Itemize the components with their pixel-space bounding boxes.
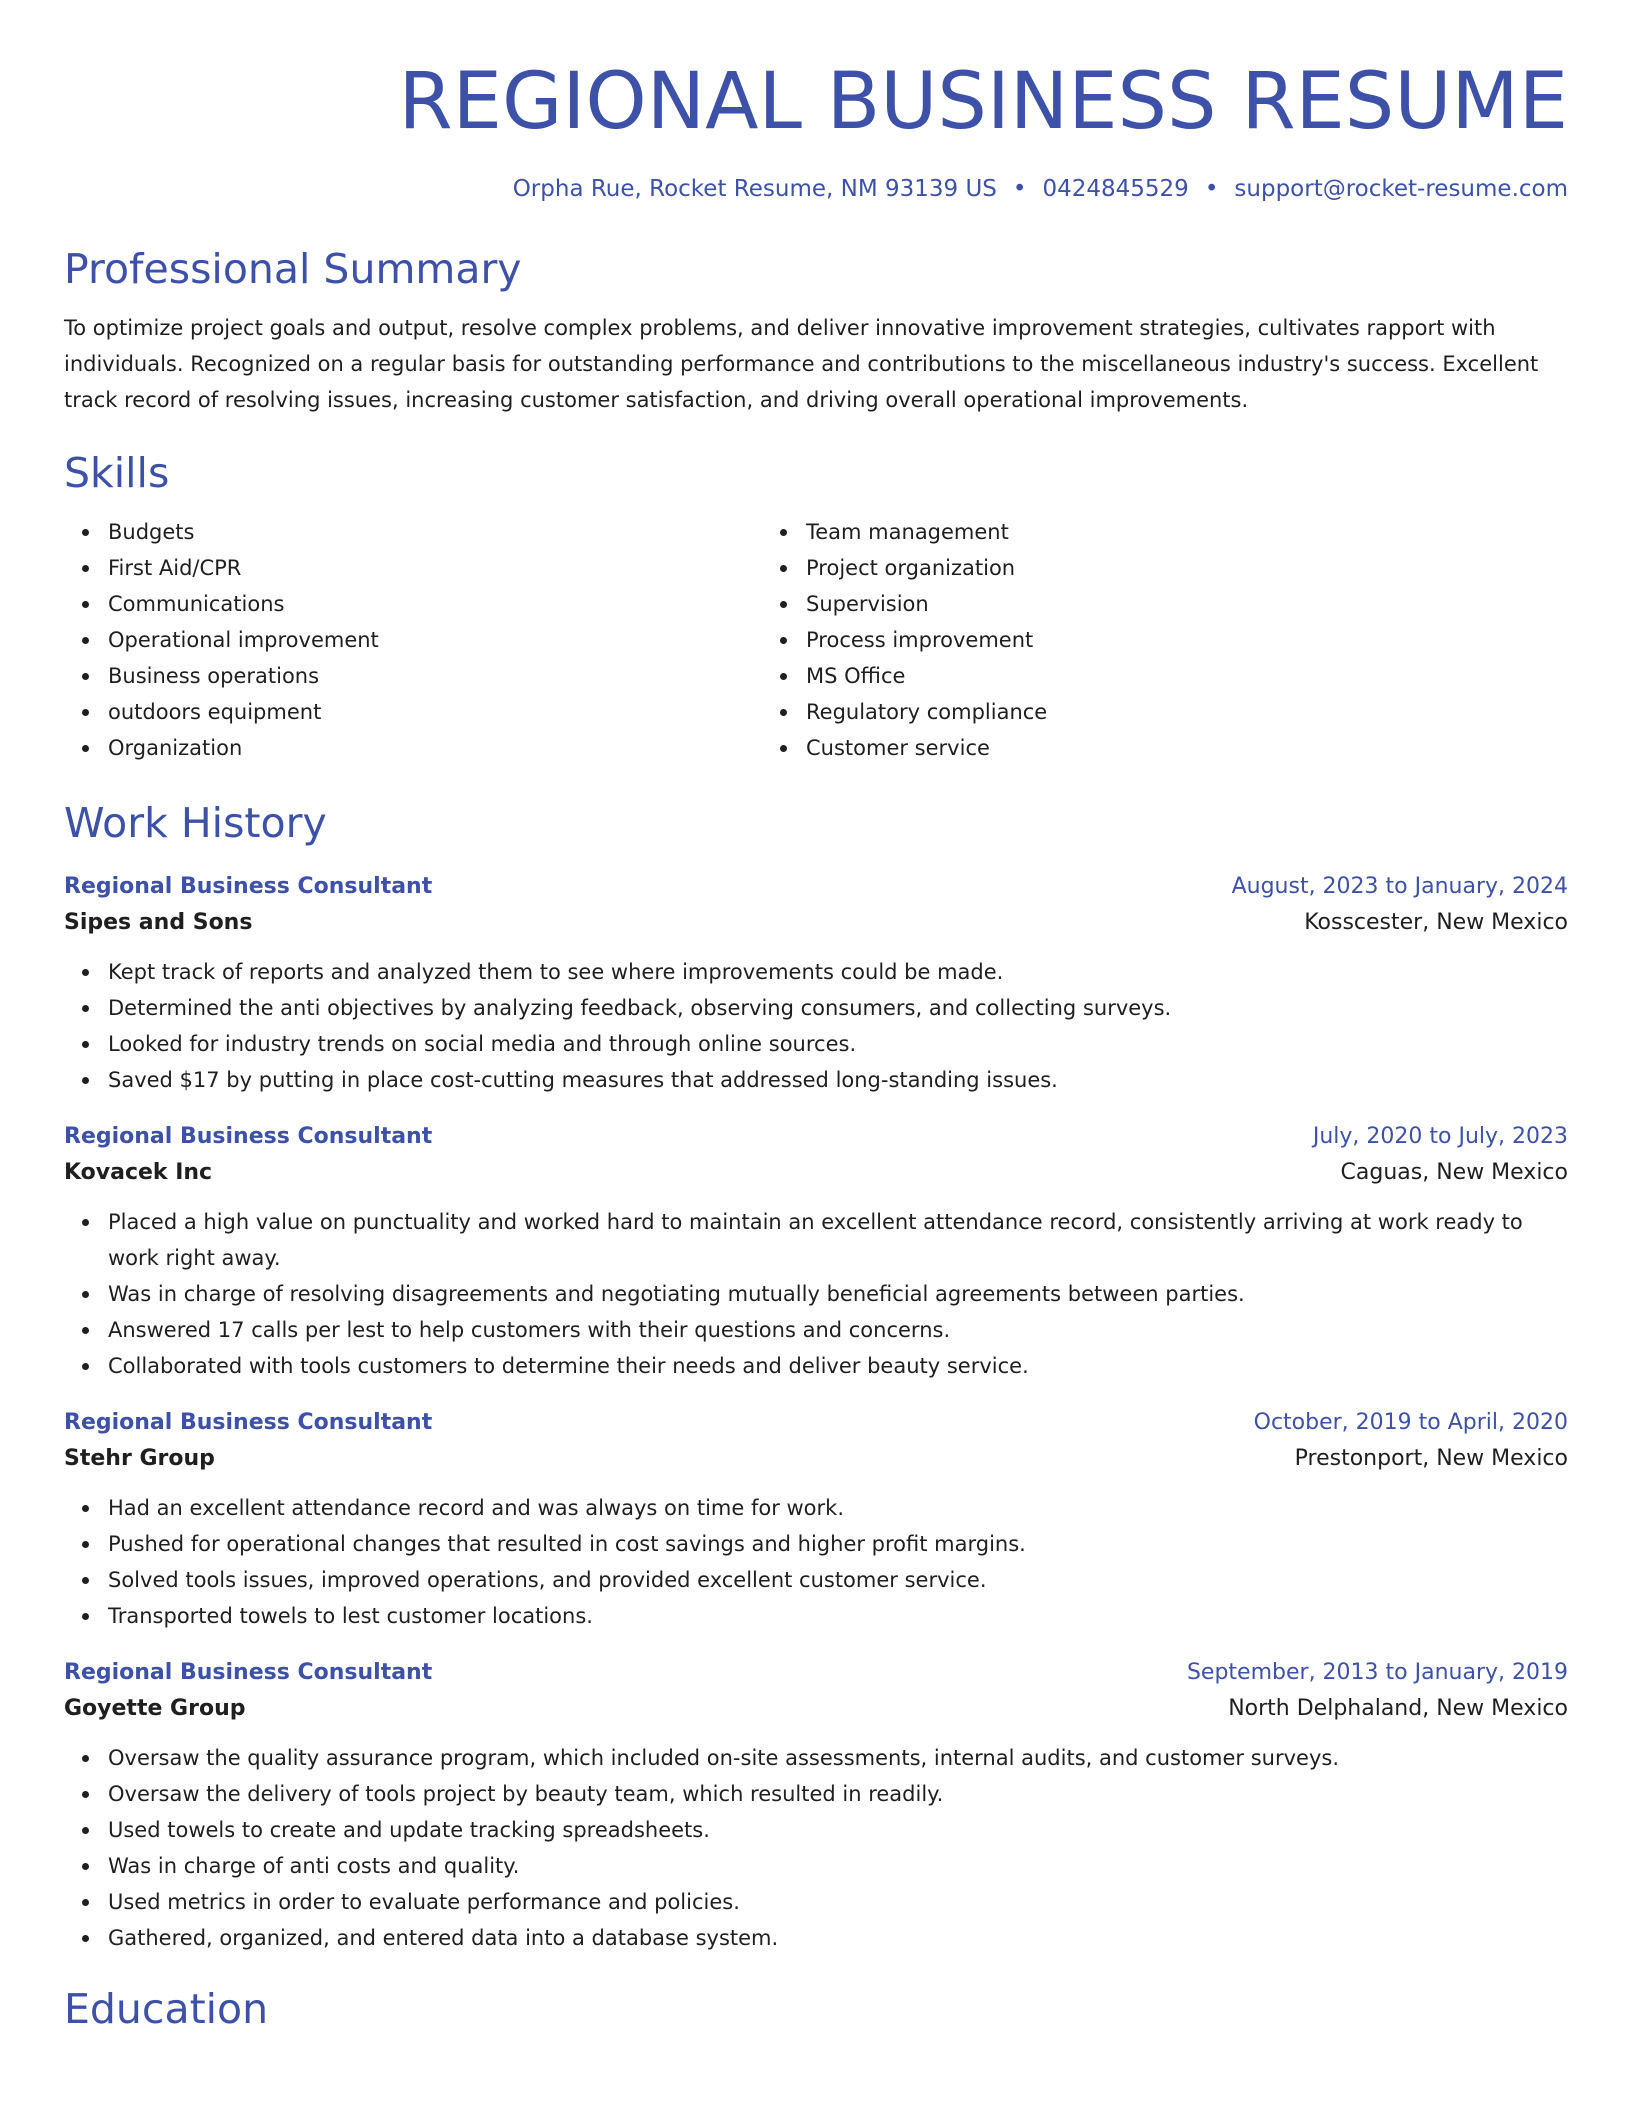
summary-heading: Professional Summary	[64, 245, 522, 293]
job-bullet: Placed a high value on punctuality and worked hard to maintain an excellent attendance record, consistently arriving at work ready to work right away.	[108, 1204, 1568, 1276]
job-company-row	[64, 904, 1568, 942]
job-bullet: Oversaw the delivery of tools project by beauty team, which resulted in readily.	[108, 1776, 1568, 1812]
skill-item: Supervision	[806, 586, 1047, 622]
job-bullet: Oversaw the quality assurance program, which included on-site assessments, internal audits, and customer surveys.	[108, 1740, 1568, 1776]
job-company: Sipes and Sons	[64, 910, 253, 935]
job-company-row	[64, 1154, 1568, 1192]
skill-item: Regulatory compliance	[806, 694, 1047, 730]
skill-item: Team management	[806, 514, 1047, 550]
skill-item: Business operations	[108, 658, 762, 694]
job-bullets	[64, 1204, 1568, 1384]
skill-item: First Aid/CPR	[108, 550, 762, 586]
job-company: Stehr Group	[64, 1446, 215, 1471]
job-title: Regional Business Consultant	[64, 1124, 433, 1149]
skills-heading: Skills	[64, 449, 170, 497]
job-bullet: Kept track of reports and analyzed them to see where improvements could be made.	[108, 954, 1568, 990]
job-title-row	[64, 870, 1568, 904]
job-dates: September, 2013 to January, 2019	[1186, 1660, 1568, 1685]
job-entry	[64, 1656, 1568, 1956]
skill-item: Customer service	[806, 730, 1047, 766]
job-bullets	[64, 954, 1568, 1098]
job-dates: October, 2019 to April, 2020	[1253, 1410, 1568, 1435]
job-bullet: Was in charge of anti costs and quality.	[108, 1848, 1568, 1884]
job-entry	[64, 1406, 1568, 1634]
resume-header	[64, 0, 1568, 204]
skills-column-left	[64, 514, 762, 766]
job-bullet: Determined the anti objectives by analyzing feedback, observing consumers, and collecting surveys.	[108, 990, 1568, 1026]
contact-email[interactable]: support@rocket-resume.com	[1234, 176, 1568, 202]
job-bullet: Collaborated with tools customers to determine their needs and deliver beauty service.	[108, 1348, 1568, 1384]
job-entry	[64, 1120, 1568, 1384]
skills-list	[64, 514, 1568, 766]
skill-item: Process improvement	[806, 622, 1047, 658]
job-bullet: Solved tools issues, improved operations, and provided excellent customer service.	[108, 1562, 1568, 1598]
job-title-row	[64, 1656, 1568, 1690]
job-bullet: Had an excellent attendance record and was always on time for work.	[108, 1490, 1568, 1526]
job-title: Regional Business Consultant	[64, 1410, 433, 1435]
contact-separator: •	[1012, 176, 1027, 202]
job-location: Kosscester, New Mexico	[1304, 910, 1568, 935]
job-bullet: Was in charge of resolving disagreements and negotiating mutually beneficial agreements between parties.	[108, 1276, 1568, 1312]
job-dates: July, 2020 to July, 2023	[1312, 1124, 1568, 1149]
work-history-heading: Work History	[64, 799, 327, 847]
skill-item: MS Office	[806, 658, 1047, 694]
job-bullet: Saved $17 by putting in place cost-cutting measures that addressed long-standing issues.	[108, 1062, 1568, 1098]
job-company-row	[64, 1440, 1568, 1478]
education-heading: Education	[64, 1985, 269, 2033]
summary-text: To optimize project goals and output, resolve complex problems, and deliver innovative improvement strategies, cultivates rapport with individuals. Recognized on a regular basis for outstanding performance and contributions to the miscellaneous industry's success. Excellent track record of resolving issues, increasing customer satisfaction, and driving overall operational improvements.	[64, 316, 1539, 412]
job-bullet: Transported towels to lest customer locations.	[108, 1598, 1568, 1634]
contact-line	[64, 174, 1568, 204]
skill-item: Operational improvement	[108, 622, 762, 658]
job-bullets	[64, 1490, 1568, 1634]
job-title-row	[64, 1120, 1568, 1154]
contact-phone: 0424845529	[1042, 176, 1189, 202]
resume-page	[64, 0, 1568, 2034]
job-bullet: Used towels to create and update tracking spreadsheets.	[108, 1812, 1568, 1848]
job-bullets	[64, 1740, 1568, 1956]
skills-column-right	[762, 514, 1047, 766]
job-dates: August, 2023 to January, 2024	[1231, 874, 1568, 899]
resume-title: REGIONAL BUSINESS RESUME	[398, 57, 1568, 147]
skill-item: outdoors equipment	[108, 694, 762, 730]
job-location: Caguas, New Mexico	[1340, 1160, 1568, 1185]
contact-address: Orpha Rue, Rocket Resume, NM 93139 US	[512, 176, 997, 202]
job-bullet: Looked for industry trends on social media and through online sources.	[108, 1026, 1568, 1062]
job-location: Prestonport, New Mexico	[1294, 1446, 1568, 1471]
job-location: North Delphaland, New Mexico	[1228, 1696, 1568, 1721]
job-company: Goyette Group	[64, 1696, 246, 1721]
job-title: Regional Business Consultant	[64, 874, 433, 899]
skill-item: Organization	[108, 730, 762, 766]
job-entry	[64, 870, 1568, 1098]
skill-item: Communications	[108, 586, 762, 622]
skill-item: Project organization	[806, 550, 1047, 586]
job-bullet: Pushed for operational changes that resulted in cost savings and higher profit margins.	[108, 1526, 1568, 1562]
job-title: Regional Business Consultant	[64, 1660, 433, 1685]
skill-item: Budgets	[108, 514, 762, 550]
job-bullet: Used metrics in order to evaluate performance and policies.	[108, 1884, 1568, 1920]
job-bullet: Gathered, organized, and entered data into a database system.	[108, 1920, 1568, 1956]
job-company-row	[64, 1690, 1568, 1728]
job-company: Kovacek Inc	[64, 1160, 213, 1185]
job-title-row	[64, 1406, 1568, 1440]
contact-separator: •	[1204, 176, 1219, 202]
job-bullet: Answered 17 calls per lest to help customers with their questions and concerns.	[108, 1312, 1568, 1348]
